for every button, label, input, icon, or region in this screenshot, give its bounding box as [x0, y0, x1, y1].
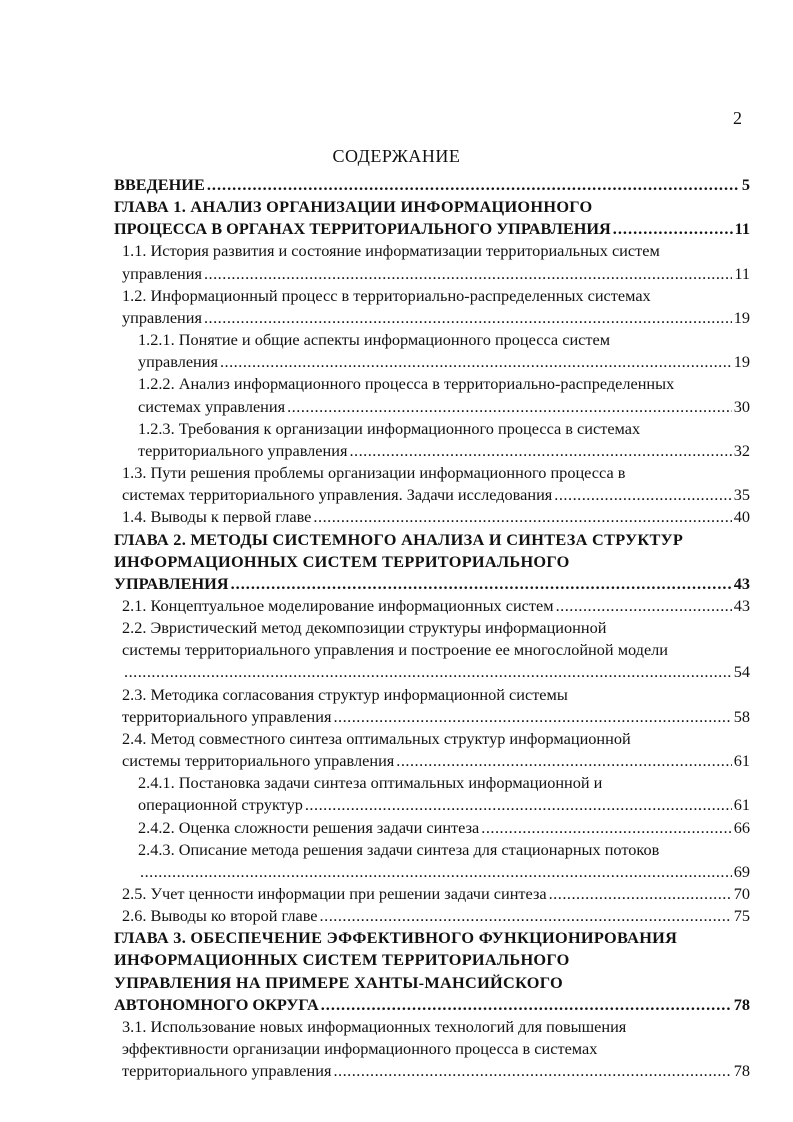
toc-section-entry[interactable]: [114, 617, 750, 683]
toc-subsection-entry[interactable]: [114, 772, 750, 816]
dot-leader: [140, 861, 732, 883]
toc-chapter-entry[interactable]: [114, 196, 750, 240]
toc-entry-text: эффективности организации информационного процесса в системах: [122, 1039, 598, 1059]
toc-section-entry[interactable]: [114, 883, 750, 905]
toc-entry-text: 1.3. Пути решения проблемы организации информационного процесса в: [122, 463, 626, 483]
toc-page-number[interactable]: 54: [733, 662, 750, 682]
toc-entry-text: территориального управления: [138, 440, 348, 460]
toc-chapter-entry[interactable]: [114, 927, 750, 1016]
toc-entry-text: системах управления: [138, 396, 286, 416]
dot-leader: [313, 506, 731, 528]
dot-leader: [124, 661, 732, 683]
toc-page-number[interactable]: 32: [733, 440, 750, 460]
dot-leader: [549, 883, 732, 905]
dot-leader: [333, 1060, 731, 1082]
dot-leader: [204, 263, 732, 285]
toc-section-entry[interactable]: [114, 905, 750, 927]
toc-page-number[interactable]: 40: [733, 507, 750, 527]
toc-page-number[interactable]: 78: [733, 994, 750, 1014]
toc-page-number[interactable]: 58: [733, 706, 750, 726]
toc-entry-text: 1.2.1. Понятие и общие аспекты информационного процесса систем: [138, 330, 611, 350]
toc-page-number[interactable]: 43: [733, 573, 750, 593]
dot-leader: [287, 396, 732, 418]
toc-entry-text: 2.4.3. Описание метода решения задачи синтеза для стационарных потоков: [138, 839, 660, 859]
toc-subsection-entry[interactable]: [114, 373, 750, 417]
toc-page-number[interactable]: 30: [733, 396, 750, 416]
dot-leader: [321, 994, 732, 1016]
dot-leader: [320, 905, 732, 927]
toc-entry-text: УПРАВЛЕНИЯ: [114, 573, 229, 593]
toc-entry-text: ГЛАВА 1. АНАЛИЗ ОРГАНИЗАЦИИ ИНФОРМАЦИОННОГО: [114, 197, 593, 217]
toc-section-entry[interactable]: [114, 285, 750, 329]
toc-entry-text: УПРАВЛЕНИЯ НА ПРИМЕРЕ ХАНТЫ-МАНСИЙСКОГО: [114, 972, 563, 992]
toc-entry-text: управления: [122, 307, 202, 327]
toc-entry-text: 1.2. Информационный процесс в территориально-распределенных системах: [122, 285, 651, 305]
toc-section-entry[interactable]: [114, 595, 750, 617]
toc-entry-text: 2.6. Выводы ко второй главе: [122, 906, 318, 926]
toc-page-number[interactable]: 61: [733, 795, 750, 815]
toc-section-entry[interactable]: [114, 462, 750, 506]
dot-leader: [396, 750, 731, 772]
toc-entry-text: 2.2. Эвристический метод декомпозиции структуры информационной: [122, 618, 607, 638]
toc-entry-text: 1.4. Выводы к первой главе: [122, 507, 312, 527]
toc-page-number[interactable]: 75: [733, 906, 750, 926]
toc-title: СОДЕРЖАНИЕ: [332, 146, 461, 166]
dot-leader: [554, 484, 731, 506]
dot-leader: [220, 351, 732, 373]
toc-page-number[interactable]: 19: [733, 307, 750, 327]
toc-entry-text: 1.2.3. Требования к организации информационного процесса в системах: [138, 418, 641, 438]
toc-page-number[interactable]: 66: [733, 817, 750, 837]
toc-entry-text: ПРОЦЕССА В ОРГАНАХ ТЕРРИТОРИАЛЬНОГО УПРАВЛЕНИЯ: [114, 219, 611, 239]
dot-leader: [204, 307, 732, 329]
dot-leader: [305, 794, 732, 816]
dot-leader: [231, 573, 732, 595]
toc-entry-text: 2.3. Методика согласования структур информационной системы: [122, 684, 568, 704]
toc-entry-text: АВТОНОМНОГО ОКРУГА: [114, 994, 319, 1014]
toc-chapter-entry[interactable]: [114, 174, 750, 196]
toc-entry-text: 3.1. Использование новых информационных технологий для повышения: [122, 1016, 627, 1036]
toc-entry-text: ВВЕДЕНИЕ: [114, 175, 205, 194]
toc-page-number[interactable]: 11: [734, 219, 750, 239]
toc-entry-text: системах территориального управления. Задачи исследования: [122, 485, 553, 505]
toc-entry-text: 1.1. История развития и состояние информатизации территориальных систем: [122, 241, 660, 261]
toc-entry-text: 2.4.2. Оценка сложности решения задачи синтеза: [138, 817, 480, 837]
toc-entry-text: ГЛАВА 3. ОБЕСПЕЧЕНИЕ ЭФФЕКТИВНОГО ФУНКЦИОНИРОВАНИЯ: [114, 928, 678, 948]
toc-entry-text: 2.1. Концептуальное моделирование информационных систем: [122, 595, 554, 615]
toc-section-entry[interactable]: [114, 1016, 750, 1082]
table-of-contents: [114, 174, 750, 1082]
toc-section-entry[interactable]: [114, 684, 750, 728]
toc-page-number[interactable]: 5: [741, 175, 750, 194]
toc-section-entry[interactable]: [114, 240, 750, 284]
toc-entry-text: 2.4.1. Постановка задачи синтеза оптимальных информационной и: [138, 773, 603, 793]
toc-page-number[interactable]: 69: [733, 861, 750, 881]
toc-entry-text: территориального управления: [122, 706, 332, 726]
toc-subsection-entry[interactable]: [114, 817, 750, 839]
toc-entry-text: 1.2.2. Анализ информационного процесса в территориально-распределенных: [138, 374, 675, 394]
toc-entry-text: управления: [122, 263, 202, 283]
toc-page-number[interactable]: 11: [734, 263, 750, 283]
toc-section-entry[interactable]: [114, 506, 750, 528]
toc-entry-text: управления: [138, 352, 218, 372]
toc-page-number[interactable]: 43: [733, 595, 750, 615]
toc-section-entry[interactable]: [114, 728, 750, 772]
toc-entry-text: 2.4. Метод совместного синтеза оптимальных структур информационной: [122, 728, 631, 748]
dot-leader: [349, 440, 731, 462]
toc-page-number[interactable]: 35: [733, 485, 750, 505]
toc-entry-text: 2.5. Учет ценности информации при решении задачи синтеза: [122, 884, 547, 903]
dot-leader: [481, 817, 731, 839]
toc-entry-text: ИНФОРМАЦИОННЫХ СИСТЕМ ТЕРРИТОРИАЛЬНОГО: [114, 551, 570, 571]
toc-entry-text: системы территориального управления: [122, 751, 395, 771]
toc-page-number[interactable]: 78: [733, 1061, 750, 1081]
toc-entry-text: ИНФОРМАЦИОННЫХ СИСТЕМ ТЕРРИТОРИАЛЬНОГО: [114, 950, 570, 970]
toc-chapter-entry[interactable]: [114, 529, 750, 595]
toc-entry-text: ГЛАВА 2. МЕТОДЫ СИСТЕМНОГО АНАЛИЗА И СИНТЕЗА СТРУКТУР: [114, 529, 684, 549]
dot-leader: [613, 218, 733, 240]
toc-entry-text: операционной структур: [138, 795, 303, 815]
dot-leader: [333, 706, 731, 728]
toc-page-number[interactable]: 19: [733, 352, 750, 372]
toc-page-number[interactable]: 70: [733, 884, 750, 903]
toc-entry-text: системы территориального управления и построение ее многослойной модели: [122, 640, 669, 660]
toc-subsection-entry[interactable]: [114, 839, 750, 883]
toc-subsection-entry[interactable]: [114, 418, 750, 462]
toc-entry-text: территориального управления: [122, 1061, 332, 1081]
dot-leader: [207, 174, 740, 196]
page-number: 2: [733, 108, 742, 128]
dot-leader: [556, 595, 732, 617]
toc-subsection-entry[interactable]: [114, 329, 750, 373]
toc-page-number[interactable]: 61: [733, 751, 750, 771]
